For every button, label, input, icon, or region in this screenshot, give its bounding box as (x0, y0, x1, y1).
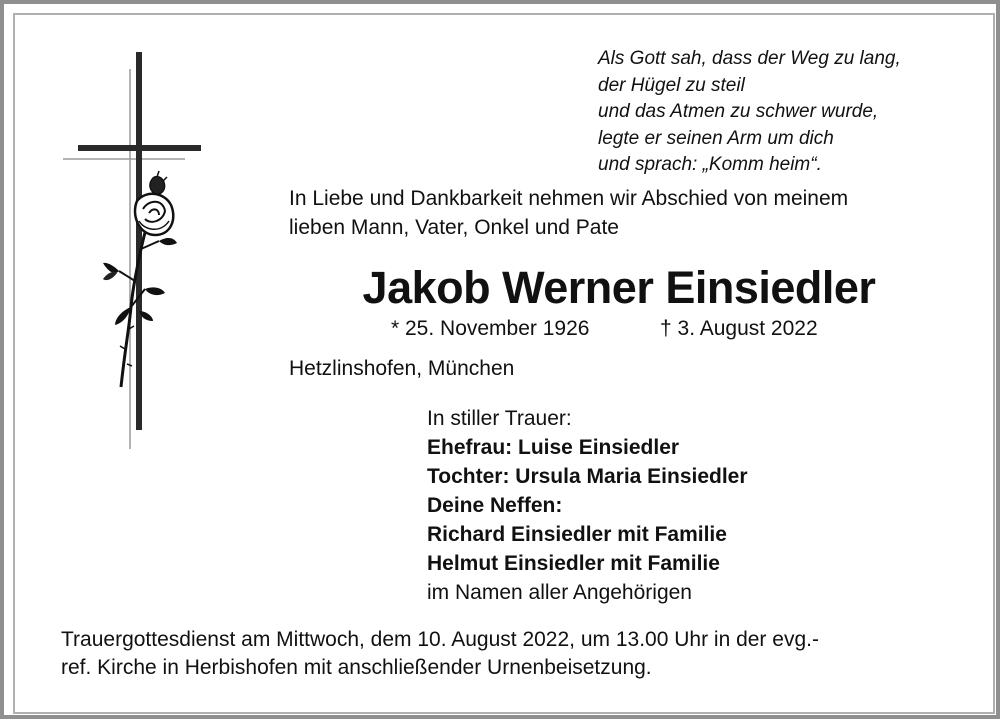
service-line: ref. Kirche in Herbishofen mit anschließender Urnenbeisetzung. (61, 656, 652, 679)
mourners-heading: In stiller Trauer: (427, 407, 572, 430)
cross-with-rose-icon (59, 49, 209, 454)
service-line: Trauergottesdienst am Mittwoch, dem 10. August 2022, um 13.00 Uhr in der evg.- (61, 628, 819, 651)
places: Hetzlinshofen, München (289, 357, 515, 380)
intro-line: In Liebe und Dankbarkeit nehmen wir Abschied von meinem (289, 187, 849, 210)
deceased-name: Jakob Werner Einsiedler (362, 262, 876, 313)
poem (598, 46, 901, 179)
death-date: † 3. August 2022 (660, 317, 818, 340)
poem-line: und das Atmen zu schwer wurde, (598, 101, 879, 122)
poem-line: legte er seinen Arm um dich (598, 127, 834, 149)
mourners-closing: im Namen aller Angehörigen (427, 581, 692, 604)
intro-line: lieben Mann, Vater, Onkel und Pate (289, 216, 619, 239)
poem-line: und sprach: „Komm heim“. (598, 154, 822, 175)
mourner-entry: Ehefrau: Luise Einsiedler (427, 436, 680, 459)
mourner-entry: Tochter: Ursula Maria Einsiedler (427, 465, 748, 488)
intro-text (289, 184, 848, 242)
poem-line: der Hügel zu steil (598, 74, 745, 96)
mourner-entry: Helmut Einsiedler mit Familie (427, 552, 720, 575)
mourner-entry: Deine Neffen: (427, 494, 563, 517)
mourners-list (427, 404, 748, 607)
mourner-entry: Richard Einsiedler mit Familie (427, 523, 727, 546)
funeral-service-info (61, 626, 819, 682)
birth-date: * 25. November 1926 (391, 317, 590, 340)
poem-line: Als Gott sah, dass der Weg zu lang, (598, 48, 901, 69)
